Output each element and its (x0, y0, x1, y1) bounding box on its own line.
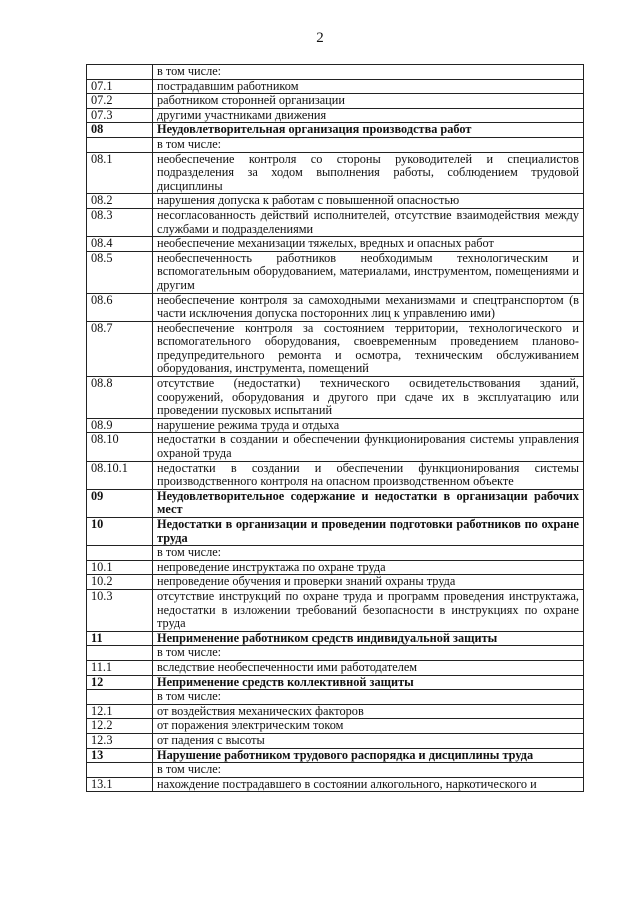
row-code (87, 646, 153, 661)
row-code: 12.2 (87, 719, 153, 734)
row-code (87, 690, 153, 705)
row-code: 08.5 (87, 251, 153, 293)
row-text: Неудовлетворительное содержание и недостатки в организации рабочих мест (153, 489, 584, 517)
row-code: 13.1 (87, 777, 153, 792)
row-text: в том числе: (153, 546, 584, 561)
table-row (87, 194, 584, 209)
table-row (87, 589, 584, 631)
table-row (87, 137, 584, 152)
row-text: непроведение инструктажа по охране труда (153, 560, 584, 575)
table-row (87, 719, 584, 734)
row-text: необеспеченность работников необходимым технологическим и вспомогательным оборудованием, материалами, инструментом, помещениями и другим (153, 251, 584, 293)
table-row (87, 560, 584, 575)
table-row (87, 79, 584, 94)
table-row (87, 748, 584, 763)
row-code: 07.2 (87, 94, 153, 109)
row-code: 11 (87, 631, 153, 646)
table-row (87, 152, 584, 194)
row-code: 12.3 (87, 733, 153, 748)
row-text: Неприменение работником средств индивидуальной защиты (153, 631, 584, 646)
row-code (87, 763, 153, 778)
table-row (87, 418, 584, 433)
row-text: нарушение режима труда и отдыха (153, 418, 584, 433)
row-text: в том числе: (153, 690, 584, 705)
table-row (87, 690, 584, 705)
table-row (87, 94, 584, 109)
table-row (87, 321, 584, 376)
row-code: 07.1 (87, 79, 153, 94)
row-text: необеспечение контроля за состоянием территории, технологического и вспомогательного оборудования, своевременным проведением планово-предупредительного ремонта и осмотра, техническим обслуживанием оборудования, инструмента, помещений (153, 321, 584, 376)
row-text: в том числе: (153, 646, 584, 661)
row-text: от поражения электрическим током (153, 719, 584, 734)
row-text: несогласованность действий исполнителей, отсутствие взаимодействия между службами и подразделениями (153, 208, 584, 236)
table-row (87, 489, 584, 517)
row-code: 08.6 (87, 293, 153, 321)
table-row (87, 237, 584, 252)
table-row (87, 631, 584, 646)
row-code (87, 546, 153, 561)
row-text: недостатки в создании и обеспечении функционирования системы производственного контроля на опасном производственном объекте (153, 461, 584, 489)
row-text: работником сторонней организации (153, 94, 584, 109)
row-code: 08.1 (87, 152, 153, 194)
table-row (87, 546, 584, 561)
row-text: от воздействия механических факторов (153, 704, 584, 719)
row-code: 08.10.1 (87, 461, 153, 489)
row-code: 10.2 (87, 575, 153, 590)
table-row (87, 575, 584, 590)
table-row (87, 461, 584, 489)
row-code: 09 (87, 489, 153, 517)
table-row (87, 704, 584, 719)
table-row (87, 208, 584, 236)
table-row (87, 123, 584, 138)
table-row (87, 251, 584, 293)
table-row (87, 646, 584, 661)
table-row (87, 763, 584, 778)
row-code: 10.1 (87, 560, 153, 575)
row-text: необеспечение контроля со стороны руководителей и специалистов подразделения за ходом выполнения работы, соблюдением трудовой дисциплины (153, 152, 584, 194)
row-code: 08.9 (87, 418, 153, 433)
row-code: 12 (87, 675, 153, 690)
causes-table (86, 64, 584, 792)
row-text: нарушения допуска к работам с повышенной опасностью (153, 194, 584, 209)
row-code: 12.1 (87, 704, 153, 719)
row-code: 08.4 (87, 237, 153, 252)
row-code: 11.1 (87, 660, 153, 675)
table-row (87, 777, 584, 792)
row-text: вследствие необеспеченности ими работодателем (153, 660, 584, 675)
row-code: 08.8 (87, 377, 153, 419)
row-text: необеспечение контроля за самоходными механизмами и спецтранспортом (в части исключения допуска посторонних лиц к управлению ими) (153, 293, 584, 321)
table-row (87, 433, 584, 461)
row-code: 08 (87, 123, 153, 138)
table-row (87, 518, 584, 546)
row-text: от падения с высоты (153, 733, 584, 748)
row-code: 10 (87, 518, 153, 546)
row-code: 08.7 (87, 321, 153, 376)
row-text: отсутствие (недостатки) технического освидетельствования зданий, сооружений, оборудования и другого при сдаче их в эксплуатацию или проведении пусковых испытаний (153, 377, 584, 419)
row-code: 13 (87, 748, 153, 763)
row-text: другими участниками движения (153, 108, 584, 123)
table-row (87, 377, 584, 419)
row-text: нахождение пострадавшего в состоянии алкогольного, наркотического и (153, 777, 584, 792)
row-code: 10.3 (87, 589, 153, 631)
row-code: 08.2 (87, 194, 153, 209)
row-text: Недостатки в организации и проведении подготовки работников по охране труда (153, 518, 584, 546)
row-text: необеспечение механизации тяжелых, вредных и опасных работ (153, 237, 584, 252)
row-text: отсутствие инструкций по охране труда и программ проведения инструктажа, недостатки в изложении требований безопасности в инструкциях по охране труда (153, 589, 584, 631)
row-code: 08.3 (87, 208, 153, 236)
row-text: в том числе: (153, 763, 584, 778)
table-row (87, 65, 584, 80)
row-text: Неприменение средств коллективной защиты (153, 675, 584, 690)
row-text: Нарушение работником трудового распорядка и дисциплины труда (153, 748, 584, 763)
row-text: пострадавшим работником (153, 79, 584, 94)
row-code (87, 137, 153, 152)
row-text: недостатки в создании и обеспечении функционирования системы управления охраной труда (153, 433, 584, 461)
table-row (87, 675, 584, 690)
table-row (87, 108, 584, 123)
page-number: 2 (316, 30, 324, 46)
table-row (87, 660, 584, 675)
table-row (87, 733, 584, 748)
row-code: 07.3 (87, 108, 153, 123)
row-text: Неудовлетворительная организация производства работ (153, 123, 584, 138)
table-row (87, 293, 584, 321)
row-text: непроведение обучения и проверки знаний охраны труда (153, 575, 584, 590)
row-text: в том числе: (153, 137, 584, 152)
row-text: в том числе: (153, 65, 584, 80)
row-code: 08.10 (87, 433, 153, 461)
row-code (87, 65, 153, 80)
